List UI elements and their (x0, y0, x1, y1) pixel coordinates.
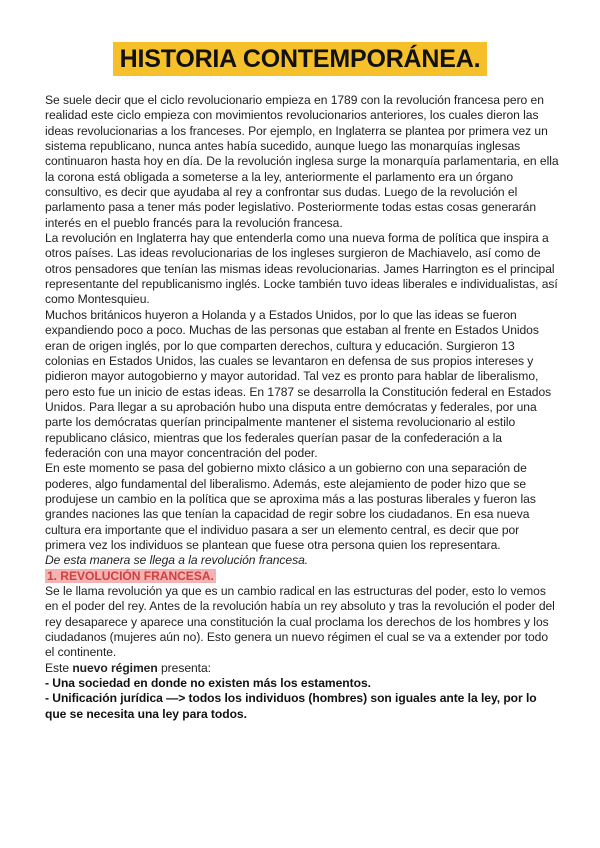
section-paragraph: Se le llama revolución ya que es un cambio radical en las estructuras del poder, esto lo vemos en el poder del rey. Antes de la revolución había un rey absoluto y tras la revolución el poder del rey desaparece y aparece una constitución la cual proclama los derechos de los hombres y los ciudadanos (mujeres aún no). Esto genera un nuevo régimen el cual se va a extender por todo el continente. (45, 584, 555, 660)
bullet-item: - Una sociedad en donde no existen más los estamentos. (45, 676, 371, 691)
intro-bold: nuevo régimen (72, 660, 158, 675)
page-title: HISTORIA CONTEMPORÁNEA. (113, 42, 488, 76)
paragraph-4: En este momento se pasa del gobierno mixto clásico a un gobierno con una separación de poderes, algo fundamental del liberalismo. Además, este alejamiento de poder hizo que se produjese un cambio en la política que se aproxima más a las posturas liberales y fueron las grandes naciones las que tenían la capacidad de regir sobre los ciudadanos. En esa nueva cultura era importante que el individuo pasara a ser un elemento central, es decir que por primera vez los individuos se plantean que fuese otra persona quien los representara. (45, 461, 536, 552)
paragraph-1: Se suele decir que el ciclo revolucionario empieza en 1789 con la revolución francesa pero en realidad este ciclo empieza con movimientos revolucionarios anteriores, los cuales dieron las ideas revolucionarias a los franceses. Por ejemplo, en Inglaterra se plantea por primera vez un sistema republicano, nunca antes había sucedido, aunque luego las monarquías inglesas continuaron hasta hoy en día. De la revolución inglesa surge la monarquía parlamentaria, en ella la corona está obligada a someterse a la ley, anteriormente el parlamento era un órgano consultivo, es decir que ayudaba al rey a confrontar sus dudas. Luego de la revolución el parlamento pasa a tener más poder legislativo. Posteriormente todas estas cosas generarán interés en el pueblo francés para la revolución francesa. (45, 93, 559, 230)
intro-suffix: presenta: (157, 660, 211, 675)
paragraph-2: La revolución en Inglaterra hay que entenderla como una nueva forma de política que inspira a otros países. Las ideas revolucionarias de los ingleses surgieron de Machiavelo, así como de otros pensadores que tenían las mismas ideas revolucionarias. James Harrington es el principal representante del republicanismo inglés. Locke también tuvo ideas liberales e individualistas, así como Montesquieu. (45, 231, 558, 307)
section-intro (45, 661, 560, 676)
title-container (0, 42, 600, 76)
intro-prefix: Este (45, 660, 73, 675)
bullet-item: - Unificación jurídica —> todos los individuos (hombres) son iguales ante la ley, por lo que se necesita una ley para todos. (45, 691, 537, 721)
italic-conclusion: De esta manera se llega a la revolución francesa. (45, 553, 309, 568)
section-heading: 1. REVOLUCIÓN FRANCESA. (47, 568, 214, 583)
section-heading-container (45, 569, 560, 584)
paragraph-3: Muchos británicos huyeron a Holanda y a Estados Unidos, por lo que las ideas se fueron expandiendo poco a poco. Muchas de las personas que estaban al frente en Estados Unidos eran de origen inglés, por lo que comparten derechos, cultura y educación. Surgieron 13 colonias en Estados Unidos, las cuales se levantaron en defensa de sus propios intereses y pidieron mayor autogobierno y mayor autoridad. Tal vez es pronto para hablar de liberalismo, pero esto fue un inicio de estas ideas. En 1787 se desarrolla la Constitución federal en Estados Unidos. Para llegar a su aprobación hubo una disputa entre demócratas y federales, por una parte los demócratas querían principalmente mantener el sistema revolucionario al estilo republicano clásico, mientras que los federales querían pasar de la confederación a la federación con una mayor concentración del poder. (45, 307, 552, 460)
document-body (45, 93, 560, 722)
